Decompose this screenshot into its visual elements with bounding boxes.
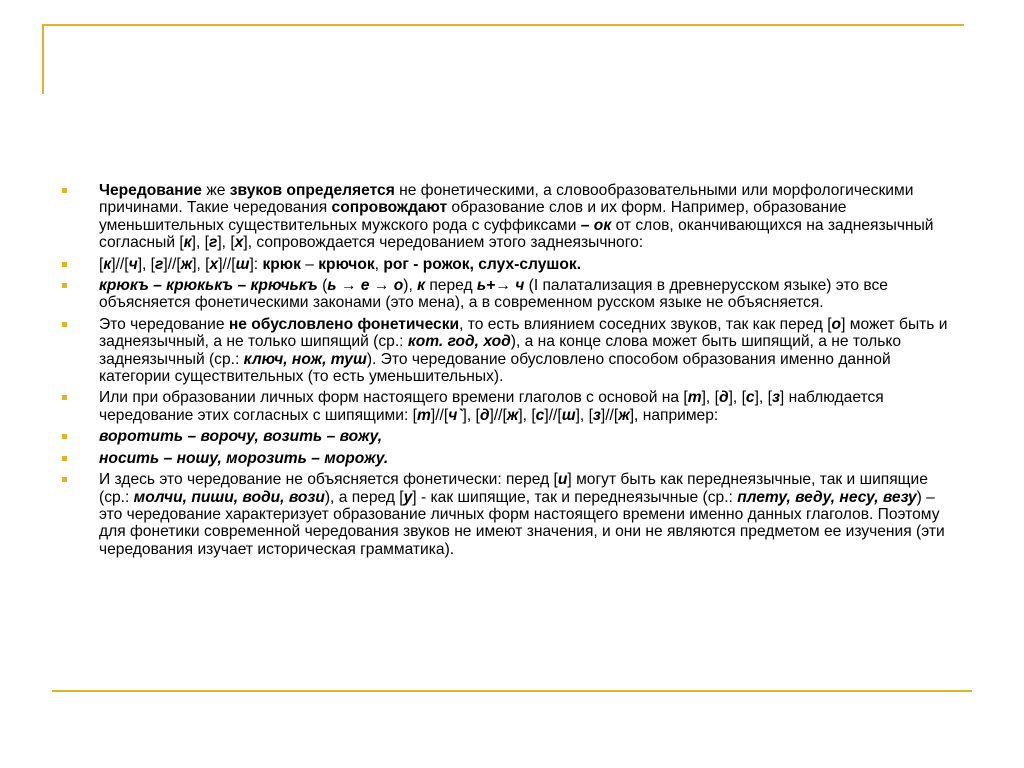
bold-italic-text: – ок — [580, 216, 612, 234]
text: образование слов и их форм. Например, образование уменьшительных существительных мужского рода с суффиксами — [99, 199, 847, 234]
bold-italic-text: ш — [561, 406, 576, 424]
bullet-square-icon — [62, 188, 67, 193]
text: ] наблюдается чередование этих согласных с шипящими: [ — [99, 389, 884, 424]
bullet-item — [62, 316, 962, 386]
bold-italic-text: д — [479, 406, 490, 424]
bullet-square-icon — [62, 456, 67, 461]
bullet-item — [62, 256, 962, 273]
text: Или при образовании личных форм настоящего времени глаголов с основой на [ — [99, 389, 688, 407]
text: ], [ — [728, 389, 746, 407]
bullet-item — [62, 471, 962, 558]
bullet-item — [62, 450, 962, 467]
bold-italic-text: г — [209, 234, 218, 252]
bold-italic-text: ш — [235, 255, 250, 273]
bold-italic-text: г — [155, 255, 164, 273]
text: от слов, оканчивающихся на заднеязычный согласный [ — [99, 216, 934, 252]
bold-italic-text: о — [831, 315, 842, 333]
text: ]//[ — [111, 255, 129, 273]
text: ) – это чередование характеризует образование личных форм настоящего времени именно данных глаголов. Поэтому для фонетики современной чередования звуков не имеют значения, и они не являются предметом ее изучения (эти чередования изучает историческая грамматика). — [99, 488, 945, 558]
bold-italic-text: з — [592, 406, 601, 424]
text: ]//[ — [430, 406, 449, 424]
bold-italic-text: ь → е → о — [327, 277, 404, 295]
bold-text: не обусловлено фонетически — [228, 315, 460, 333]
text: ], [ — [754, 389, 772, 407]
text: И здесь это чередование не объясняется фонетически: перед [ — [99, 471, 558, 489]
bold-italic-text: воротить – ворочу, возить – вожу, — [99, 428, 383, 446]
bold-italic-text: у — [403, 488, 413, 506]
bold-text: звуков определяется — [229, 182, 395, 199]
text: Это чередование — [99, 315, 229, 333]
bold-italic-text: з — [771, 389, 780, 407]
bold-italic-text: ч — [128, 255, 138, 273]
bold-italic-text: ч` — [448, 406, 463, 424]
bullet-item — [62, 428, 962, 445]
text: ] могут быть как переднеязычные, так и шипящие (ср.: — [99, 471, 928, 506]
bold-italic-text: ж — [506, 406, 519, 424]
bold-text: рог - рожок, слух-слушок. — [383, 255, 582, 273]
text: ], [ — [462, 406, 480, 424]
text: ]: — [249, 255, 263, 273]
bold-text: Чередование — [99, 182, 202, 199]
bold-italic-text: ключ, нож, туш — [243, 350, 367, 368]
bold-italic-text: х — [234, 234, 244, 252]
frame-top-line — [42, 24, 964, 26]
bullet-item — [62, 277, 962, 312]
text: – — [300, 255, 319, 273]
bullet-square-icon — [62, 283, 67, 288]
bold-italic-text: ь+→ ч — [476, 277, 525, 295]
bold-italic-text: д — [718, 389, 729, 407]
bold-italic-text: т — [417, 406, 431, 424]
bold-italic-text: т — [687, 389, 702, 407]
bullet-square-icon — [62, 477, 67, 482]
bold-italic-text: к — [417, 277, 426, 295]
text: ], [ — [701, 389, 719, 407]
bullet-item — [62, 389, 962, 424]
bold-italic-text: носить – ношу, морозить – морожу. — [99, 449, 389, 467]
text: же — [201, 182, 230, 199]
text: , — [374, 255, 384, 273]
frame-bottom-line — [52, 690, 972, 692]
text: ], сопровождается чередованием этого заднеязычного: — [243, 234, 644, 252]
bold-italic-text: ж — [618, 406, 630, 424]
bold-italic-text: х — [209, 255, 219, 273]
text: , то есть влиянием соседних звуков, так как перед [ — [459, 315, 832, 333]
bullet-list — [62, 182, 962, 558]
bold-text: крючок — [318, 255, 375, 273]
text: ], [ — [217, 234, 235, 252]
text: ( — [317, 277, 328, 295]
bullet-square-icon — [62, 395, 67, 400]
bold-italic-text: к — [103, 255, 112, 273]
text: ], [ — [575, 406, 593, 424]
bullet-square-icon — [62, 322, 67, 327]
frame-left-line — [42, 24, 44, 94]
text: ]//[ — [600, 406, 619, 424]
slide-body — [62, 182, 962, 562]
text: ], например: — [629, 406, 719, 424]
text: ], [ — [191, 234, 210, 252]
text: ] - как шипящие, так и переднеязычные (ср.: — [412, 488, 738, 506]
text: (I палатализация в древнерусском языке) это все объясняется фонетическими законами (это мена), а в современном русском языке не объясняется. — [99, 277, 888, 312]
text: ), а на конце слова может быть шипящий, а не только заднеязычный (ср.: — [99, 333, 902, 368]
bullet-square-icon — [62, 434, 67, 439]
bold-italic-text: молчи, пиши, води, вози — [133, 488, 325, 506]
bullet-item — [62, 182, 962, 252]
bullet-square-icon — [62, 262, 67, 267]
text: ). Это чередование обусловлено способом образования именно данной категории существительных (то есть уменьшительных). — [99, 350, 891, 386]
text: ], [ — [137, 255, 156, 273]
bold-italic-text: и — [557, 471, 568, 489]
text: ]//[ — [489, 406, 507, 424]
bold-text: крюк — [262, 255, 301, 273]
text: ], [ — [518, 406, 536, 424]
text: ]//[ — [544, 406, 562, 424]
bold-italic-text: кот. год, ход — [407, 333, 511, 351]
bold-italic-text: крюкъ – крюкькъ – крючькъ — [99, 277, 318, 295]
text: ]//[ — [163, 255, 181, 273]
bold-italic-text: с — [535, 406, 545, 424]
bold-italic-text: к — [183, 234, 192, 252]
bold-text: сопровождают — [331, 199, 448, 217]
text: перед — [425, 277, 477, 295]
text: не фонетическими, а словообразовательными или морфологическими причинами. Такие чередования — [99, 182, 914, 217]
text: ], [ — [192, 255, 210, 273]
bold-italic-text: ж — [180, 255, 193, 273]
text: ), — [403, 277, 418, 295]
text: ] может быть и заднеязычный, а не только шипящий (ср.: — [99, 315, 948, 351]
bold-italic-text: с — [745, 389, 755, 407]
text: ]//[ — [218, 255, 236, 273]
text: [ — [99, 255, 104, 273]
text: ), а перед [ — [324, 488, 404, 506]
bold-italic-text: плету, веду, несу, везу — [737, 488, 917, 506]
